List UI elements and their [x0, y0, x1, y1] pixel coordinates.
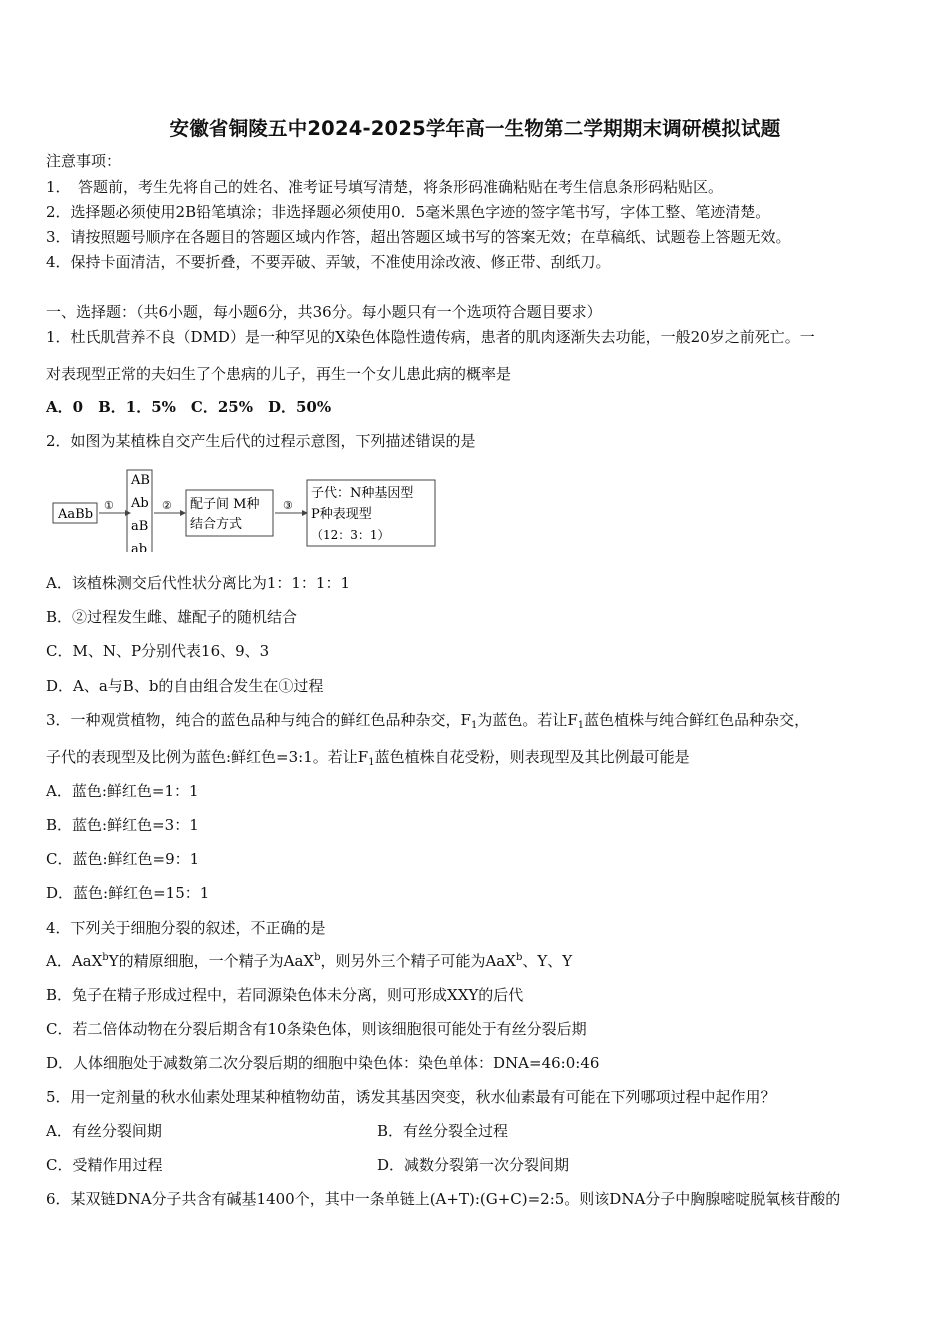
- gamete-3: aB: [131, 519, 149, 534]
- parent-genotype: AaBb: [58, 507, 94, 522]
- q1-options: A．0 B．1．5% C．25% D．50%: [46, 398, 332, 416]
- q3-stem-line1: 3．一种观赏植物，纯合的蓝色品种与纯合的鲜红色品种杂交，$F_1$为蓝色。若让$F_1$蓝色植株与纯合鲜红色品种杂交，: [46, 711, 810, 731]
- q1-stem-line1: 1．杜氏肌营养不良（DMD）是一种罕见的X染色体隐性遗传病，患者的肌肉逐渐失去功能，一般20岁之前死亡。一: [46, 328, 815, 346]
- page-title: 安徽省铜陵五中2024-2025学年高一生物第二学期期末调研模拟试题: [169, 117, 781, 140]
- section-heading: 一、选择题：（共6小题，每小题6分，共36分。每小题只有一个选项符合题目要求）: [46, 303, 602, 321]
- q6-stem: 6．某双链DNA分子共含有碱基1400个，其中一条单链上(A+T):(G+C)=2:5。则该DNA分子中胸腺嘧啶脱氧核苷酸的: [46, 1190, 841, 1208]
- q3-option-d: D．蓝色:鲜红色=15：1: [46, 884, 210, 902]
- q2-option-b: B．②过程发生雌、雄配子的随机结合: [46, 608, 298, 626]
- q2-stem: 2．如图为某植株自交产生后代的过程示意图，下列描述错误的是: [46, 432, 476, 450]
- gamete-4: ab: [131, 542, 148, 552]
- q4-option-b: B．兔子在精子形成过程中，若同源染色体未分离，则可形成XXY的后代: [46, 986, 524, 1004]
- q1-stem-line2: 对表现型正常的夫妇生了个患病的儿子，再生一个女儿患此病的概率是: [46, 365, 512, 383]
- q5-option-c: C．受精作用过程: [46, 1156, 163, 1174]
- q2-option-c: C．M、N、P分别代表16、9、3: [46, 642, 270, 660]
- q2-process-diagram: [52, 468, 442, 556]
- q5-option-b: B．有丝分裂全过程: [377, 1122, 509, 1140]
- gamete-2: Ab: [131, 496, 149, 511]
- offspring-line-2: P种表现型: [311, 507, 372, 522]
- combination-line-1: 配子间 M种: [190, 497, 260, 512]
- q5-option-a: A．有丝分裂间期: [46, 1122, 162, 1140]
- q3-option-a: A．蓝色:鲜红色=1：1: [46, 782, 199, 800]
- notice-item-4: 4．保持卡面清洁，不要折叠，不要弄破、弄皱，不准使用涂改液、修正带、刮纸刀。: [46, 253, 611, 271]
- q5-option-d: D．减数分裂第一次分裂间期: [377, 1156, 570, 1174]
- notice-item-3: 3．请按照题号顺序在各题目的答题区域内作答，超出答题区域书写的答案无效；在草稿纸、试题卷上答题无效。: [46, 228, 791, 246]
- q5-stem: 5．用一定剂量的秋水仙素处理某种植物幼苗，诱发其基因突变，秋水仙素最有可能在下列哪项过程中起作用？: [46, 1088, 776, 1106]
- offspring-line-3: （12：3：1）: [311, 528, 390, 542]
- q2-option-d: D．A、a与B、b的自由组合发生在①过程: [46, 677, 324, 695]
- gamete-1: AB: [131, 473, 150, 488]
- step-3-label: ③: [283, 499, 293, 512]
- q3-stem-line2: 子代的表现型及比例为蓝色:鲜红色=3:1。若让$F_1$蓝色植株自花受粉，则表现型及其比例最可能是: [46, 748, 690, 768]
- step-1-label: ①: [104, 499, 114, 512]
- offspring-line-1: 子代：N种基因型: [311, 486, 414, 501]
- q4-option-a: A．AaX$^b$Y的精原细胞，一个精子为AaX$^b$，则另外三个精子可能为AaX$^b$、Y、Y: [46, 952, 573, 970]
- q4-option-c: C．若二倍体动物在分裂后期含有10条染色体，则该细胞很可能处于有丝分裂后期: [46, 1020, 587, 1038]
- q4-stem: 4．下列关于细胞分裂的叙述，不正确的是: [46, 919, 326, 937]
- step-2-label: ②: [162, 499, 172, 512]
- q4-option-d: D．人体细胞处于减数第二次分裂后期的细胞中染色体：染色单体：DNA=46:0:46: [46, 1054, 600, 1072]
- combination-line-2: 结合方式: [190, 517, 243, 532]
- q3-option-c: C．蓝色:鲜红色=9：1: [46, 850, 200, 868]
- q2-option-a: A．该植株测交后代性状分离比为1：1：1：1: [46, 574, 351, 592]
- notice-item-2: 2．选择题必须使用2B铅笔填涂；非选择题必须使用0．5毫米黑色字迹的签字笔书写，字体工整、笔迹清楚。: [46, 203, 771, 221]
- notice-heading: 注意事项：: [46, 152, 122, 170]
- q3-option-b: B．蓝色:鲜红色=3：1: [46, 816, 199, 834]
- notice-item-1: 1． 答题前，考生先将自己的姓名、准考证号填写清楚，将条形码准确粘贴在考生信息条形码粘贴区。: [46, 178, 724, 196]
